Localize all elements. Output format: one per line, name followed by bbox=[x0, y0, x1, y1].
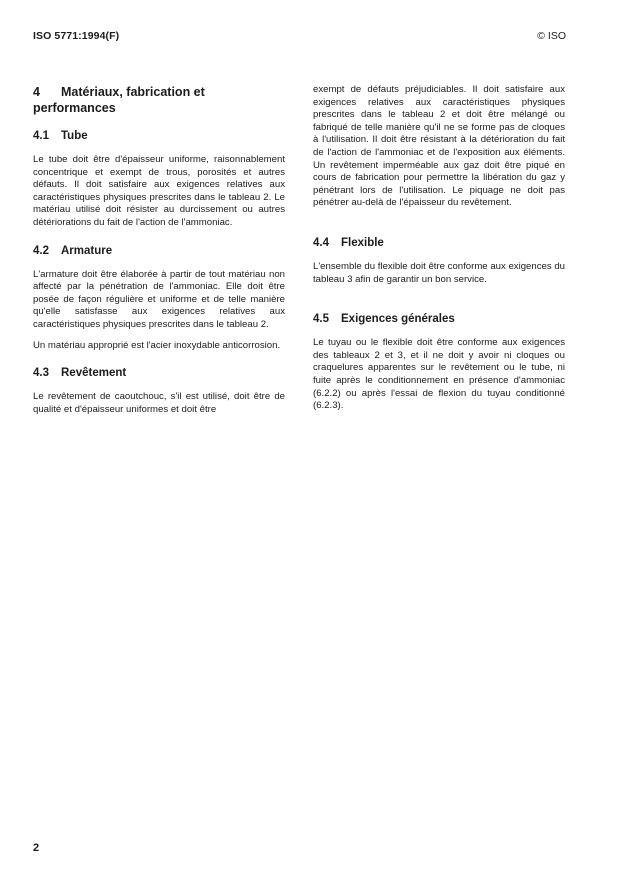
right-column bbox=[313, 84, 565, 413]
section-heading-4-3 bbox=[33, 366, 285, 380]
paragraph-armature: L'armature doit être élaborée à partir de tout matériau non affecté par la pénétration de l'ammoniac. Elle doit être posée de façon régulière et uniforme et de telle manière qu'elle satisfasse aux exigences relatives aux caractéristiques physiques prescrites dans le tableau 2. bbox=[33, 268, 285, 330]
paragraph-armature-material: Un matériau approprié est l'acier inoxydable anticorrosion. bbox=[33, 339, 281, 351]
section-title: Revêtement bbox=[61, 367, 127, 380]
document-identifier: ISO 5771:1994(F) bbox=[33, 30, 120, 42]
chapter-number: 4 bbox=[33, 85, 40, 99]
paragraph-revetement-continued: exempt de défauts préjudiciables. Il doit satisfaire aux exigences relatives aux caractéristiques physiques prescrites dans le tableau 2 et doit être mélangé ou fabriqué de telle manière qu'il ne se forme pas de cloques à l'utilisation. Il doit être résistant à la détérioration du fait de l'action de l'ammoniac et de l'exposition aux éléments. Un revêtement imperméable aux gaz doit être piqué en cours de fabrication pour permettre la libération du gaz y pénétrant lors de l'utilisation. Le piquage ne doit pas pénétrer au-delà de l'épaisseur du revêtement. bbox=[313, 84, 565, 209]
copyright-notice: © ISO bbox=[537, 30, 566, 42]
section-title: Tube bbox=[61, 130, 88, 142]
paragraph-revetement: Le revêtement de caoutchouc, s'il est utilisé, doit être de qualité et d'épaisseur uniformes et doit être bbox=[33, 391, 285, 415]
section-title: Armature bbox=[61, 244, 113, 257]
section-heading-4-2 bbox=[33, 244, 285, 258]
section-number: 4.3 bbox=[33, 367, 49, 380]
page-number: 2 bbox=[33, 842, 40, 854]
left-column bbox=[33, 84, 285, 416]
chapter-heading bbox=[33, 84, 285, 116]
section-number: 4.4 bbox=[313, 236, 329, 249]
section-heading-4-5 bbox=[313, 312, 565, 326]
section-number: 4.1 bbox=[33, 130, 49, 142]
paragraph-flexible: L'ensemble du flexible doit être conforme aux exigences du tableau 3 afin de garantir un bon service. bbox=[313, 260, 565, 285]
section-number: 4.5 bbox=[313, 313, 329, 326]
section-title: Flexible bbox=[341, 236, 384, 249]
section-heading-4-1 bbox=[33, 129, 285, 143]
section-heading-4-4 bbox=[313, 236, 565, 250]
paragraph-exigences: Le tuyau ou le flexible doit être conforme aux exigences des tableaux 2 et 3, et il ne doit y avoir ni cloques ou craquelures apparentes sur le revêtement ou le tube, ni fuite après le conditionnement en présence d'ammoniac (6.2.2) ou après l'essai de flexion du tuyau conditionné (6.2.3). bbox=[313, 337, 565, 412]
paragraph-tube: Le tube doit être d'épaisseur uniforme, raisonnablement concentrique et exempt de trous, porosités et autres défauts. Il doit satisfaire aux exigences relatives aux caractéristiques physiques prescrites dans le tableau 2. Le matériau utilisé doit résister au durcissement ou autres détériorations du fait de l'action de l'ammoniac. bbox=[33, 154, 285, 228]
section-number: 4.2 bbox=[33, 244, 49, 257]
section-title: Exigences générales bbox=[341, 313, 455, 326]
chapter-title: Matériaux, fabrication et performances bbox=[33, 85, 205, 115]
